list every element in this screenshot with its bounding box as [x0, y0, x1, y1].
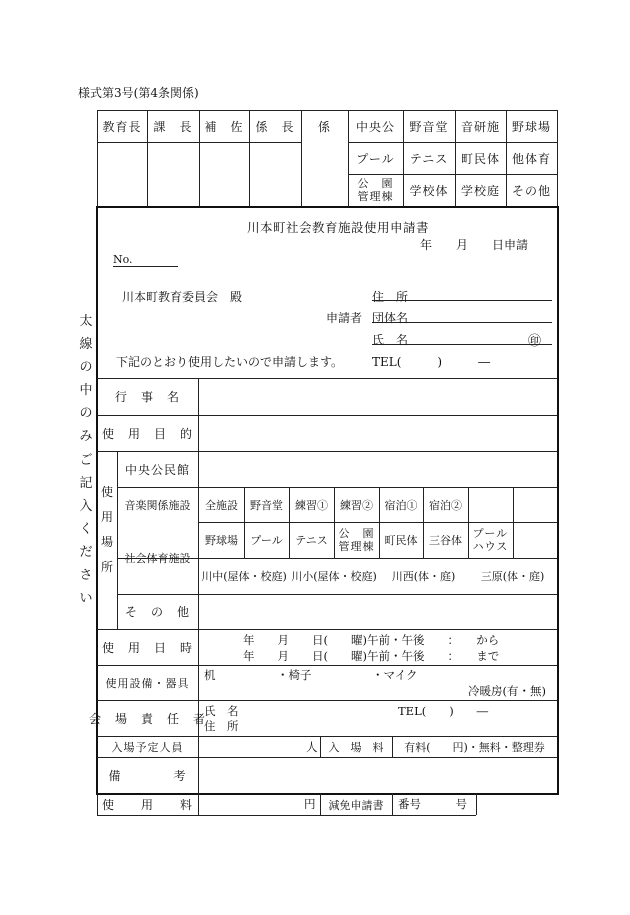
facility-check-cell: テニス: [409, 151, 449, 166]
sports-option[interactable]: テニス: [295, 534, 328, 547]
remarks-label: 備 考: [108, 768, 187, 783]
attendance-label: 入場予定人員: [111, 740, 184, 754]
side-note: 太 線 の 中 の み ご 記 入 く だ さ い: [79, 314, 93, 607]
equipment-label: 使用設備・器具: [105, 676, 190, 690]
manager-tel[interactable]: TEL( ) ―: [398, 704, 489, 718]
purpose-label: 使 用 目 的: [101, 426, 193, 441]
usage-fee-label: 使 用 料: [101, 798, 193, 812]
form-label: 様式第3号(第4条関係): [78, 86, 199, 100]
manager-address-label: 住 所: [204, 719, 239, 733]
school-option[interactable]: 三原(体・庭): [480, 570, 545, 583]
facility-check-cell: 学校庭: [460, 183, 500, 198]
usage-datetime-to[interactable]: 年 月 日( 曜)午前・午後 ： まで: [243, 649, 500, 663]
school-option[interactable]: 川小(屋体・校庭): [291, 570, 377, 583]
equip-aircon[interactable]: 冷暖房(有・無): [468, 684, 546, 698]
approval-header-kakari: 係: [317, 119, 331, 134]
other-facility-field[interactable]: [199, 595, 556, 629]
facility-check-cell: 町民体: [460, 151, 500, 166]
applicant-label: 申請者: [326, 311, 363, 325]
admission-fee-options[interactable]: 有料( 円)・無料・整理券: [404, 740, 545, 754]
usage-fee-unit: 円: [304, 797, 316, 811]
facility-check-cell: 学校体: [409, 183, 449, 198]
admission-fee-label: 入 場 料: [328, 740, 384, 754]
event-name-label: 行 事 名: [114, 390, 180, 404]
form-title: 川本町社会教育施設使用申請書: [247, 220, 430, 235]
purpose-field[interactable]: [199, 416, 556, 451]
facility-check-cell: プール: [356, 151, 395, 166]
sports-option[interactable]: 公 園 管理棟: [338, 527, 375, 553]
manager-name-label: 氏 名: [204, 704, 239, 718]
applicant-tel: TEL( ) ―: [372, 355, 491, 369]
sports-option[interactable]: プール ハウス: [472, 527, 509, 553]
facility-check-cell: 野音堂: [409, 119, 449, 134]
sports-option[interactable]: プール: [250, 534, 283, 547]
equip-desk[interactable]: 机: [204, 668, 216, 682]
attendance-unit: 人: [306, 740, 318, 754]
address-label: 住 所: [372, 290, 409, 304]
facility-check-cell: 他体育: [511, 151, 551, 166]
facility-check-cell: 音研施: [460, 119, 500, 134]
event-name-field[interactable]: [199, 379, 556, 415]
sports-facility-label: 社会体育施設: [124, 552, 191, 565]
group-label: 団体名: [372, 311, 409, 325]
other-facility-label: そ の 他: [124, 605, 190, 619]
sports-option[interactable]: 町民体: [384, 534, 418, 547]
application-date: 年 月 日申請: [420, 238, 529, 252]
seal-mark: ㊞: [528, 334, 542, 349]
facility-check-cell: 野球場: [511, 119, 551, 134]
approval-header-hosa: 補 佐: [204, 119, 244, 134]
name-label: 氏 名: [372, 333, 409, 347]
reduction-number[interactable]: 番号 号: [398, 797, 467, 811]
equip-chair[interactable]: ・椅子: [277, 668, 312, 682]
music-option[interactable]: 練習②: [340, 498, 373, 512]
approval-header-kyoikucho: 教育長: [102, 119, 142, 134]
equip-mic[interactable]: ・マイク: [372, 668, 418, 682]
reduction-request-label: 減免申請書: [328, 798, 384, 812]
facility-check-cell: その他: [511, 183, 551, 198]
venue-manager-label: 会 場 責 任 者: [89, 711, 207, 726]
music-option[interactable]: 野音堂: [250, 498, 283, 512]
music-facility-label: 音楽関係施設: [124, 498, 191, 512]
facility-check-cell: 公 園 管理棟: [357, 177, 394, 203]
addressee: 川本町教育委員会 殿: [122, 290, 243, 304]
approval-header-kakaricho: 係 長: [255, 119, 295, 134]
request-text: 下記のとおり使用したいので申請します。: [116, 355, 344, 369]
usage-datetime-label: 使 用 日 時: [101, 640, 193, 655]
approval-header-kacho: 課 長: [153, 119, 193, 134]
usage-datetime-from[interactable]: 年 月 日( 曜)午前・午後 ： から: [243, 633, 500, 647]
school-option[interactable]: 川中(屋体・校庭): [201, 570, 287, 583]
music-option[interactable]: 宿泊②: [429, 498, 462, 512]
school-option[interactable]: 川西(体・庭): [391, 570, 456, 583]
sports-option[interactable]: 三谷体: [429, 534, 462, 547]
place-label: 使 用 場 所: [100, 485, 113, 574]
music-option[interactable]: 全施設: [205, 498, 238, 512]
number-label: No.: [113, 253, 133, 266]
music-option[interactable]: 練習①: [295, 498, 328, 512]
chuo-kominkan-field[interactable]: [199, 452, 556, 487]
facility-check-cell: 中央公: [355, 119, 395, 134]
music-option[interactable]: 宿泊①: [384, 498, 418, 512]
chuo-kominkan-label: 中央公民館: [124, 462, 190, 477]
remarks-field[interactable]: [199, 758, 556, 793]
sports-option[interactable]: 野球場: [205, 534, 238, 547]
